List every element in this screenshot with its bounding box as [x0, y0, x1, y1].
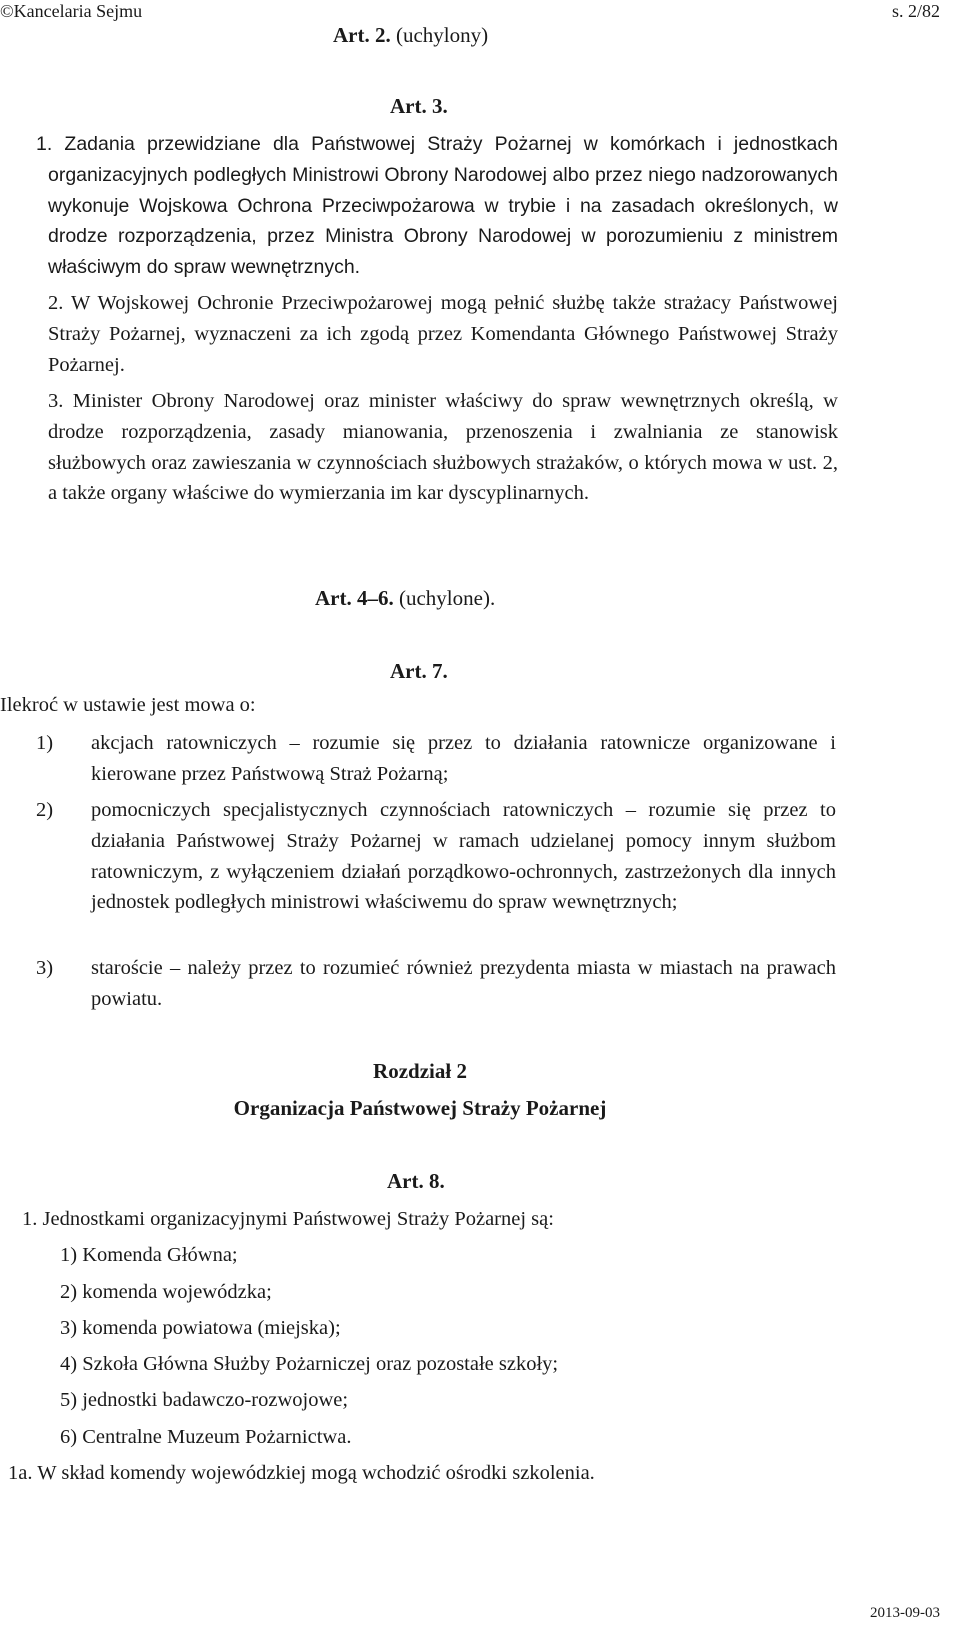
header-publisher: ©Kancelaria Sejmu: [0, 1, 143, 21]
art7-item-2-number: 2): [36, 799, 54, 821]
art2-heading: [333, 22, 488, 48]
art7-item-2-text: pomocniczych specjalistycznych czynnościach ratowniczych – rozumie się przez to działania Państwowej Straży Pożarnej w ramach udzielanej pomocy innym służbom ratowniczym, z wyłączeniem działań porządkowo-ochronnych, zastrzeżonych dla innych jednostek podległych ministrowi właściwemu do spraw wewnętrznych;: [91, 799, 836, 914]
art3-p1-number: 1.: [36, 133, 53, 155]
art7-intro: Ilekroć w ustawie jest mowa o:: [0, 694, 256, 716]
art3-p3-number: 3.: [48, 390, 64, 412]
art3-paragraph-3: [48, 386, 838, 509]
art8-item-3: 3) komenda powiatowa (miejska);: [60, 1317, 341, 1339]
art2-note: (uchylony): [395, 23, 489, 47]
art8-item-4: 4) Szkoła Główna Służby Pożarniczej oraz pozostałe szkoły;: [60, 1353, 559, 1375]
art3-paragraph-2: [48, 288, 838, 380]
art2-label: Art. 2.: [333, 23, 391, 47]
art7-label: Art. 7.: [390, 659, 448, 683]
art7-item-1-number: 1): [36, 732, 54, 754]
chapter-title: Organizacja Państwowej Straży Pożarnej: [233, 1096, 607, 1120]
art8-label: Art. 8.: [387, 1169, 445, 1193]
art7-item-1: [36, 728, 836, 790]
art8-paragraph-1a: [8, 1460, 595, 1486]
art7-item-3-number: 3): [36, 957, 54, 979]
art7-item-3: [36, 953, 836, 1015]
art7-heading: [390, 658, 448, 684]
chapter-label: Rozdział 2: [373, 1059, 467, 1083]
art4-6-note: (uchylone).: [398, 586, 496, 610]
art7-item-1-text: akcjach ratowniczych – rozumie się przez to działania ratownicze organizowane i kierowane przez Państwową Straż Pożarną;: [91, 732, 836, 785]
art8-item-1: 1) Komenda Główna;: [60, 1244, 238, 1266]
art3-p2-number: 2.: [48, 292, 64, 314]
art8-item-5: 5) jednostki badawczo-rozwojowe;: [60, 1389, 349, 1411]
art8-p1a-number: 1a.: [8, 1462, 33, 1484]
art4-6-label: Art. 4–6.: [315, 586, 394, 610]
art8-item-6: 6) Centralne Muzeum Pożarnictwa.: [60, 1426, 352, 1448]
art3-p2-text: W Wojskowej Ochronie Przeciwpożarowej mogą pełnić służbę także strażacy Państwowej Straży Pożarnej, wyznaczeni za ich zgodą przez Komendanta Głównego Państwowej Straży Pożarnej.: [48, 292, 838, 376]
footer-date: 2013-09-03: [870, 1605, 940, 1621]
art3-p1-text: Zadania przewidziane dla Państwowej Straży Pożarnej w komórkach i jednostkach organizacyjnych podległych Ministrowi Obrony Narodowej albo przez niego nadzorowanych wykonuje Wojskowa Ochrona Przeciwpożarowa w trybie i na zasadach określonych, w drodze rozporządzenia, przez Ministra Obrony Narodowej w porozumieniu z ministrem właściwym do spraw wewnętrznych.: [48, 133, 838, 279]
header-page-number: s. 2/82: [891, 1, 940, 21]
art7-item-3-text: staroście – należy przez to rozumieć również prezydenta miasta w miastach na prawach powiatu.: [91, 957, 836, 1010]
art8-p1-number: 1.: [22, 1208, 38, 1230]
art3-heading: [390, 93, 448, 119]
art4-6-heading: [315, 585, 495, 611]
art8-paragraph-1: [22, 1206, 554, 1232]
art8-item-2: 2) komenda wojewódzka;: [60, 1281, 272, 1303]
art3-label: Art. 3.: [390, 94, 448, 118]
art7-item-2: [36, 795, 836, 918]
art8-heading: [387, 1168, 445, 1194]
art8-p1a-text: W skład komendy wojewódzkiej mogą wchodzić ośrodki szkolenia.: [37, 1462, 595, 1484]
art3-paragraph-1: [36, 129, 838, 283]
art8-p1-text: Jednostkami organizacyjnymi Państwowej Straży Pożarnej są:: [42, 1208, 554, 1230]
art3-p3-text: Minister Obrony Narodowej oraz minister właściwy do spraw wewnętrznych określą, w drodze rozporządzenia, zasady mianowania, przenoszenia i zwalniania ze stanowisk służbowych oraz zawieszania w czynnościach służbowych strażaków, o których mowa w ust. 2, a także organy właściwe do wymierzania im kar dyscyplinarnych.: [48, 390, 838, 505]
